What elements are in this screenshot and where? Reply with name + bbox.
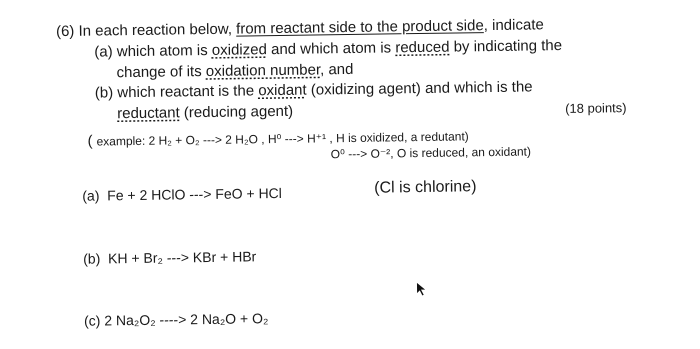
reductant-word: reductant (117, 104, 180, 123)
example-line-1: example: 2 H₂ + O₂ ---> 2 H₂O , H⁰ ---> H⁺¹ , H is oxidized, a redutant) (96, 129, 469, 149)
and-text: , and (319, 60, 354, 79)
part-b-end: (reducing agent) (179, 102, 294, 122)
example-line-2: O⁰ ---> O⁻², O is reduced, an oxidant) (330, 144, 532, 162)
intro-underlined: from reactant side to the product side (235, 17, 484, 38)
reaction-a (82, 186, 282, 203)
oxidant-word: oxidant (258, 81, 307, 100)
reaction-b (83, 249, 256, 265)
reaction-b-equation: KH + Br₂ ---> KBr + HBr (107, 248, 257, 267)
reaction-a-label: (a) (82, 187, 100, 204)
oxidized-word: oxidized (211, 41, 267, 59)
part-b-line-2 (117, 104, 293, 121)
question-number: (6) (55, 22, 75, 41)
question-intro-line (56, 17, 544, 39)
reaction-a-equation: Fe + 2 HClO ---> FeO + HCl (107, 184, 282, 204)
intro-text-end: , indicate (483, 16, 544, 35)
part-b-mid: (oxidizing agent) and which is the (306, 78, 533, 99)
part-a-mid: and which atom is (266, 39, 396, 59)
oxidation-number-word: oxidation number (205, 61, 321, 81)
part-a-line-2 (116, 62, 353, 80)
change-text: change (116, 63, 171, 82)
intro-text: In each reaction below, (78, 20, 237, 40)
reduced-word: reduced (395, 38, 450, 57)
example-paren: ( (87, 132, 93, 150)
reaction-c (84, 311, 269, 328)
part-b-text: (b) which reactant is the (94, 82, 259, 102)
its-text: its (182, 63, 206, 81)
part-a-line (94, 38, 562, 60)
of-text: of (169, 63, 183, 81)
reaction-a-note: (Cl is chlorine) (374, 178, 477, 197)
reaction-b-label: (b) (83, 250, 101, 267)
part-b-line (95, 79, 533, 100)
points-label: (18 points) (565, 100, 627, 116)
reaction-c-equation: 2 Na₂O₂ ----> 2 Na₂O + O₂ (104, 310, 269, 329)
part-a-end: by indicating the (449, 37, 563, 56)
mouse-pointer-icon (416, 281, 430, 297)
reaction-c-label: (c) (83, 312, 101, 329)
part-a-text: (a) which atom is (94, 41, 212, 61)
